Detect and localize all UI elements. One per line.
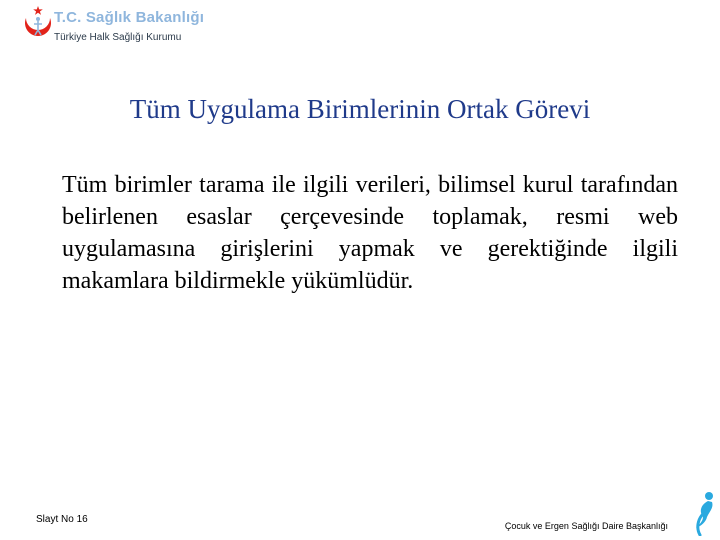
- child-figure-icon: [692, 490, 716, 536]
- slide-number: Slayt No 16: [36, 514, 88, 525]
- ministry-logo-icon: [20, 4, 56, 44]
- slide-title: Tüm Uygulama Birimlerinin Ortak Görevi: [129, 94, 591, 124]
- header: [20, 4, 280, 48]
- organization-title: T.C. Sağlık Bakanlığı: [54, 9, 205, 26]
- organization-subtitle: Türkiye Halk Sağlığı Kurumu: [54, 32, 182, 43]
- department-name: Çocuk ve Ergen Sağlığı Daire Başkanlığı: [504, 521, 668, 531]
- slide-body-text: Tüm birimler tarama ile ilgili verileri, bilimsel kurul tarafından belirlenen esaslar çerçevesinde toplamak, resmi web uygulamasına girişlerini yapmak ve gerektiğinde ilgili makamlara bildirmekle yükümlüdür.: [62, 172, 678, 294]
